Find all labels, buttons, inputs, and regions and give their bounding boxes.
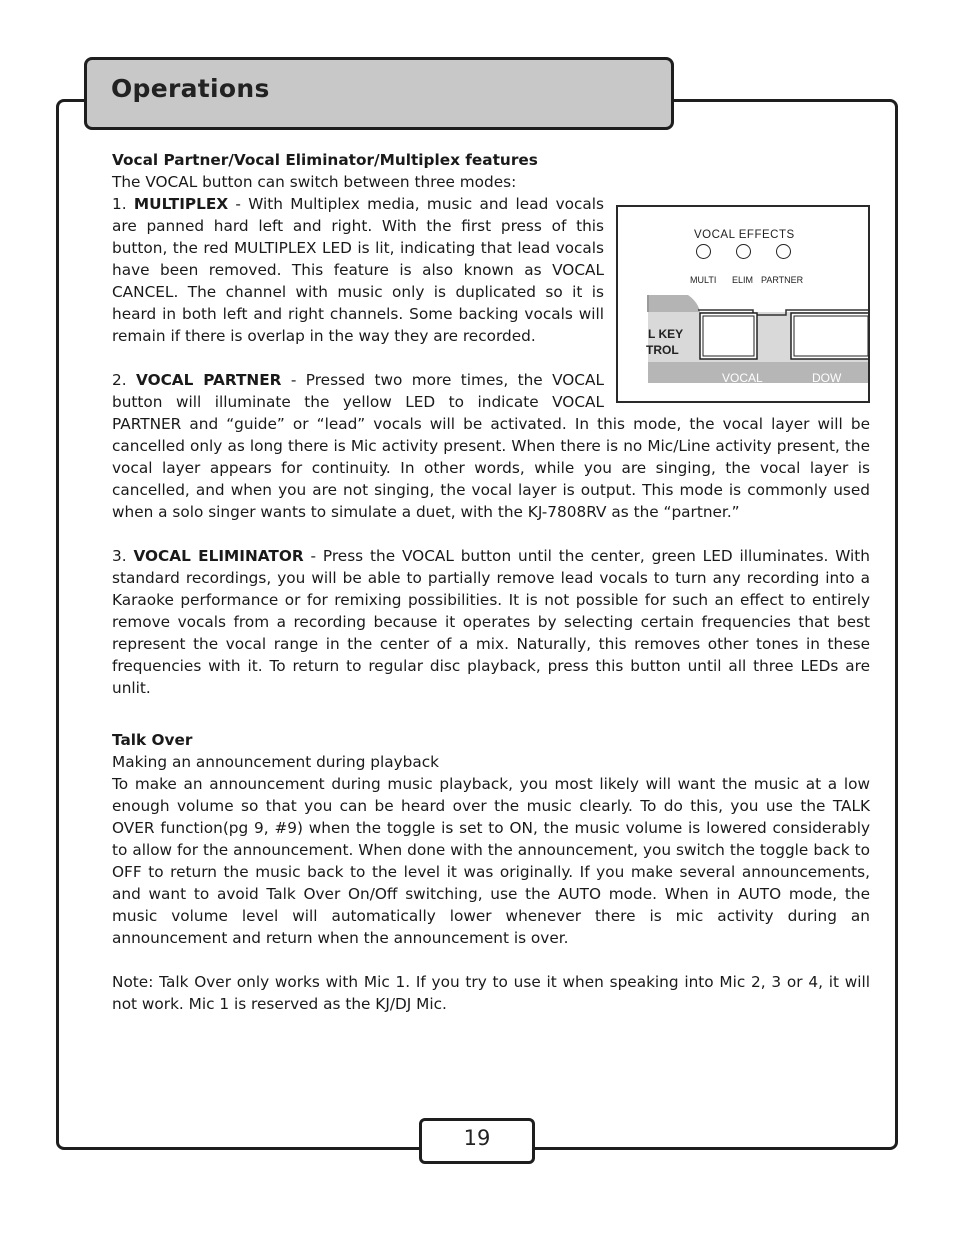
page-number: 19 [463,1126,491,1150]
main-content [112,149,870,1015]
section-intro: The VOCAL button can switch between three modes: [112,173,517,191]
mode-number: 1. [112,195,127,213]
mode-text: - Press the VOCAL button until the center, green LED illuminates. With standard recordings, you will be able to partially remove lead vocals to turn any recording into a Karaoke performance or for remixing possibilities. It is not possible for such an effect to entirely remove vocals from a recording because it operates by selecting certain frequencies that best represent the vocal range in the center of a mix. Naturally, this removes other tones in these frequencies with it. To return to regular disc playback, press this button until all three LEDs are unlit. [112,547,870,697]
mode-title: VOCAL PARTNER [136,371,282,389]
section-heading-vocal: Vocal Partner/Vocal Eliminator/Multiplex features [112,151,538,169]
figure-title: VOCAL EFFECTS [694,229,795,241]
bottom-label-vocal: VOCAL [722,371,763,385]
mode-number: 2. [112,371,127,389]
talk-over-body: To make an announcement during music playback, you most likely will want the music at a low enough volume so that you can be heard over the music clearly. To do this, you use the TALK OVER function(pg 9, #9) when the toggle is set to ON, the music volume is lowered considerably to allow for the announcement. When done with the announcement, you switch the toggle back to OFF to return the music back to the level it was originally. If you make several announcements, and want to avoid Talk Over On/Off switching, use the AUTO mode. When in AUTO mode, the music volume level will automatically lower whenever there is mic activity during an announcement and return when the announcement is over. [112,775,870,947]
mode-text: - Pressed two more times, the VOCAL button will illuminate the yellow LED to indicate VOCAL PARTNER and “guide” or “lead” vocals will be activated. In this mode, the vocal layer will be cancelled only as long there is Mic activity present. When there is no Mic/Line activity present, the vocal layer appears for continuity. In other words, while you are singing, the vocal layer is cancelled, and when you are not singing, the vocal layer is output. This mode is commonly used when a solo singer wants to simulate a duet, with the KJ-7808RV as the “partner.” [112,371,870,521]
mode-title: MULTIPLEX [133,195,229,213]
vocal-effects-figure [616,205,870,403]
mode-text: - With Multiplex media, music and lead vocals are panned hard left and right. With the first press of this button, the red MULTIPLEX LED is lit, indicating that lead vocals have been removed. This feature is also known as VOCAL CANCEL. The channel with music only is duplicated so it is heard in both left and right channels. Some backing vocals will remain if there is overlap in the way they are recorded. [112,195,604,345]
mode-title: VOCAL ELIMINATOR [133,547,304,565]
section-heading-talk-over: Talk Over [112,731,193,749]
led-label-partner: PARTNER [761,275,804,285]
side-label-2: TROL [646,343,679,357]
page-title: Operations [111,74,270,103]
talk-over-note: Note: Talk Over only works with Mic 1. If you try to use it when speaking into Mic 2, 3 or 4, it will not work. Mic 1 is reserved as the KJ/DJ Mic. [112,973,870,1013]
led-label-elim: ELIM [732,275,754,285]
mode-vocal-eliminator [112,545,870,699]
talk-over-subtitle: Making an announcement during playback [112,753,440,771]
mode-number: 3. [112,547,127,565]
led-label-multi: MULTI [690,275,717,285]
side-label-1: L KEY [648,327,684,341]
bottom-label-down: DOW [812,371,842,385]
